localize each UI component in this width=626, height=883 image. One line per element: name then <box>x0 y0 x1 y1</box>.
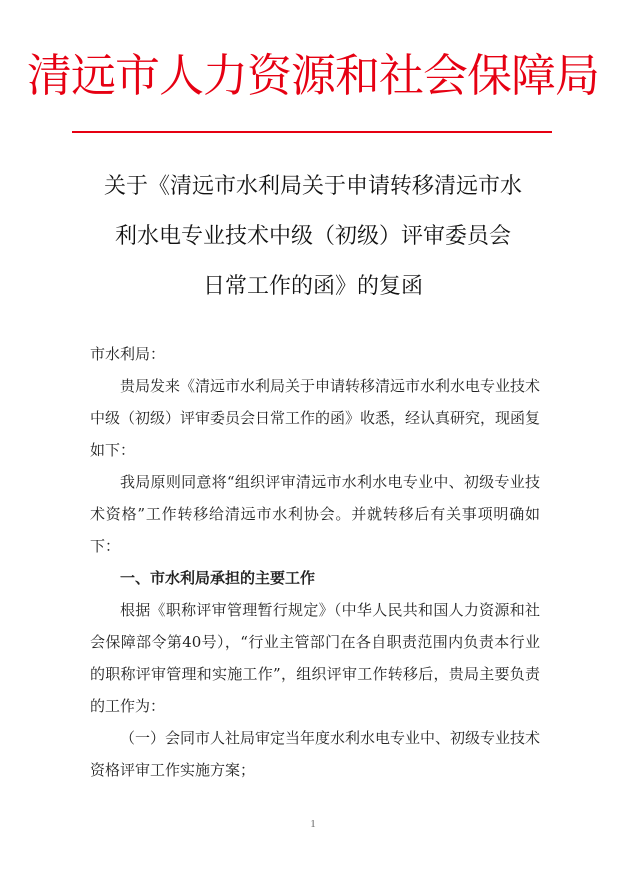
document-body <box>90 338 540 786</box>
title-line-2: 利水电专业技术中级（初级）评审委员会 <box>114 224 511 249</box>
section-heading-1: 一、市水利局承担的主要工作 <box>120 569 316 587</box>
section-paragraph-1: 根据《职称评审管理暂行规定》（中华人民共和国人力资源和社会保障部令第40号），“行业主管部门在各自职责范围内负责本行业的职称评审管理和实施工作”，组织评审工作转移后，贵局主要负责的工作为： <box>90 601 540 715</box>
body-paragraph-2: 我局原则同意将“组织评审清远市水利水电专业中、初级专业技术资格”工作转移给清远市水利协会。并就转移后有关事项明确如下： <box>90 473 540 555</box>
body-paragraph-1: 贵局发来《清远市水利局关于申请转移清远市水利水电专业技术中级（初级）评审委员会日常工作的函》收悉，经认真研究，现函复如下： <box>90 377 541 459</box>
title-line-1: 关于《清远市水利局关于申请转移清远市水 <box>103 174 522 199</box>
letterhead-red-line <box>72 131 552 133</box>
list-item-1: （一）会同市人社局审定当年度水利水电专业中、初级专业技术资格评审工作实施方案； <box>90 729 541 779</box>
page-number: 1 <box>310 818 316 830</box>
document-title <box>60 162 566 312</box>
salutation: 市水利局： <box>90 345 166 363</box>
letterhead-org-name: 清远市人力资源和社会保障局 <box>26 49 599 102</box>
title-line-3: 日常工作的函》的复函 <box>202 274 423 299</box>
